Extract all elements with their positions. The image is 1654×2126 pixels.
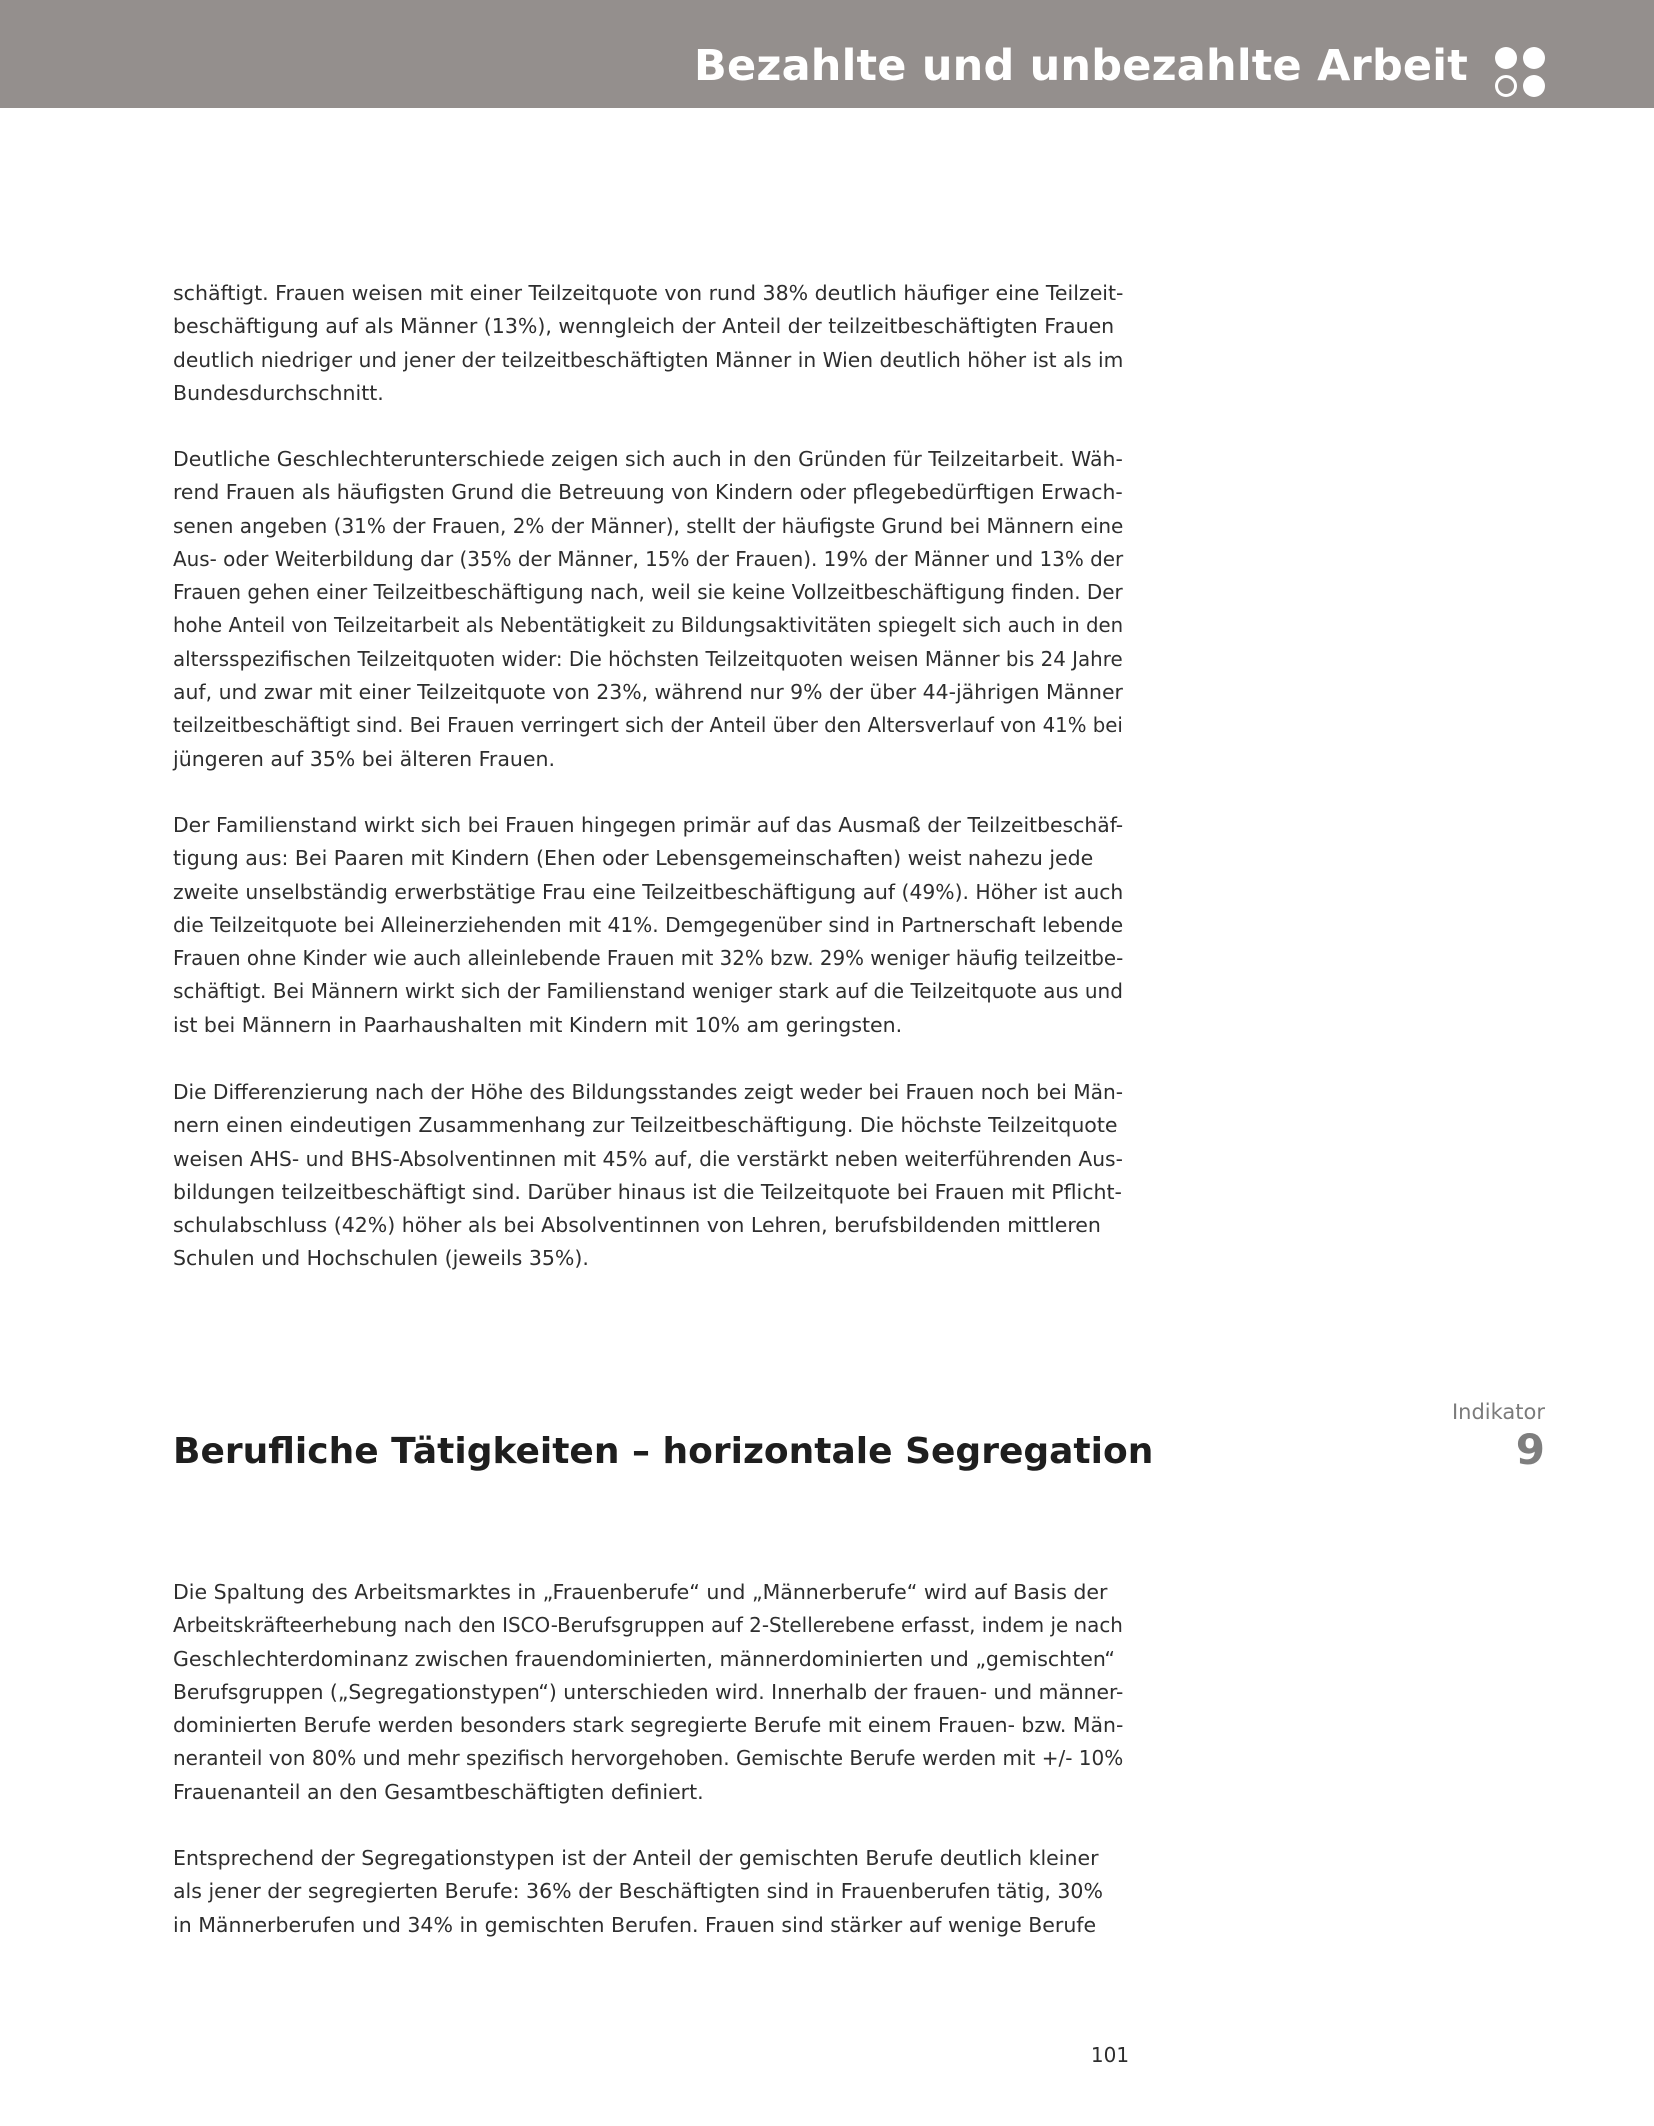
text-line: schäftigt. Frauen weisen mit einer Teilzeitquote von rund 38% deutlich häufiger eine Teilzeit- <box>173 281 1124 305</box>
body-paragraph-1 <box>173 277 1123 410</box>
text-line: teilzeitbeschäftigt sind. Bei Frauen verringert sich der Anteil über den Altersverlauf von 41% bei <box>173 713 1123 738</box>
text-line: in Männerberufen und 34% in gemischten Berufen. Frauen sind stärker auf wenige Berufe <box>173 1912 1097 1937</box>
body-paragraph-2 <box>173 443 1123 776</box>
text-line: weisen AHS- und BHS-Absolventinnen mit 45% auf, die verstärkt neben weiterführenden Aus- <box>173 1146 1123 1171</box>
body-paragraph-3 <box>173 809 1123 1042</box>
text-line: Aus- oder Weiterbildung dar (35% der Männer, 15% der Frauen). 19% der Männer und 13% der <box>173 546 1124 571</box>
text-line: Schulen und Hochschulen (jeweils 35%). <box>173 1246 589 1271</box>
text-line: Geschlechterdominanz zwischen frauendominierten, männerdominierten und „gemischten“ <box>173 1646 1115 1671</box>
text-line: Frauen gehen einer Teilzeitbeschäftigung nach, weil sie keine Vollzeitbeschäftigung finden. Der <box>173 580 1123 605</box>
page-number: 101 <box>1090 2043 1130 2067</box>
section-paragraph-2 <box>173 1842 1123 1942</box>
text-line: als jener der segregierten Berufe: 36% der Beschäftigten sind in Frauenberufen tätig, 30% <box>173 1879 1103 1904</box>
body-paragraph-4 <box>173 1076 1123 1276</box>
text-line: Die Spaltung des Arbeitsmarktes in „Frauenberufe“ und „Männerberufe“ wird auf Basis der <box>173 1580 1108 1604</box>
text-line: auf, und zwar mit einer Teilzeitquote von 23%, während nur 9% der über 44-jährigen Männer <box>173 680 1123 705</box>
text-line: rend Frauen als häufigsten Grund die Betreuung von Kindern oder pflegebedürftigen Erwach- <box>173 480 1123 505</box>
text-line: bildungen teilzeitbeschäftigt sind. Darüber hinaus ist die Teilzeitquote bei Frauen mit Pflicht- <box>173 1179 1122 1204</box>
text-line: Die Differenzierung nach der Höhe des Bildungsstandes zeigt weder bei Frauen noch bei Män- <box>173 1080 1124 1104</box>
text-line: beschäftigung auf als Männer (13%), wenngleich der Anteil der teilzeitbeschäftigten Frauen <box>173 314 1115 339</box>
text-line: zweite unselbständig erwerbstätige Frau eine Teilzeitbeschäftigung auf (49%). Höher ist auch <box>173 879 1124 904</box>
text-line: Bundesdurchschnitt. <box>173 380 384 405</box>
text-line: Frauenanteil an den Gesamtbeschäftigten definiert. <box>173 1779 704 1804</box>
four-circles-icon <box>1494 46 1546 98</box>
section-title: Berufliche Tätigkeiten – horizontale Segregation <box>173 1431 1154 1472</box>
text-line: ist bei Männern in Paarhaushalten mit Kindern mit 10% am geringsten. <box>173 1012 903 1037</box>
text-line: Berufsgruppen („Segregationstypen“) unterschieden wird. Innerhalb der frauen- und männer- <box>173 1679 1124 1704</box>
text-line: Arbeitskräfteerhebung nach den ISCO-Berufsgruppen auf 2-Stellerebene erfasst, indem je nach <box>173 1613 1123 1638</box>
text-line: dominierten Berufe werden besonders stark segregierte Berufe mit einem Frauen- bzw. Män- <box>173 1713 1124 1738</box>
text-line: nern einen eindeutigen Zusammenhang zur Teilzeitbeschäftigung. Die höchste Teilzeitquote <box>173 1113 1118 1138</box>
text-line: die Teilzeitquote bei Alleinerziehenden mit 41%. Demgegenüber sind in Partnerschaft lebende <box>173 912 1124 937</box>
header-bar <box>0 0 1654 108</box>
text-line: altersspezifischen Teilzeitquoten wider: Die höchsten Teilzeitquoten weisen Männer bis 24 Jahre <box>173 646 1123 671</box>
text-line: neranteil von 80% und mehr spezifisch hervorgehoben. Gemischte Berufe werden mit +/- 10% <box>173 1746 1124 1771</box>
text-line: jüngeren auf 35% bei älteren Frauen. <box>173 746 556 771</box>
indikator-label: Indikator <box>1451 1400 1545 1424</box>
text-line: deutlich niedriger und jener der teilzeitbeschäftigten Männer in Wien deutlich höher ist als im <box>173 347 1124 372</box>
text-line: senen angeben (31% der Frauen, 2% der Männer), stellt der häufigste Grund bei Männern eine <box>173 513 1124 538</box>
text-line: Frauen ohne Kinder wie auch alleinlebende Frauen mit 32% bzw. 29% weniger häufig teilzeitbe- <box>173 946 1124 971</box>
text-line: schäftigt. Bei Männern wirkt sich der Familienstand weniger stark auf die Teilzeitquote aus und <box>173 979 1123 1004</box>
text-line: Deutliche Geschlechterunterschiede zeigen sich auch in den Gründen für Teilzeitarbeit. Wäh- <box>173 447 1123 471</box>
text-line: schulabschluss (42%) höher als bei Absolventinnen von Lehren, berufsbildenden mittleren <box>173 1213 1101 1238</box>
indikator-number: 9 <box>1515 1425 1545 1474</box>
text-line: tigung aus: Bei Paaren mit Kindern (Ehen oder Lebensgemeinschaften) weist nahezu jede <box>173 846 1094 871</box>
text-line: Entsprechend der Segregationstypen ist der Anteil der gemischten Berufe deutlich kleiner <box>173 1846 1099 1870</box>
text-line: Der Familienstand wirkt sich bei Frauen hingegen primär auf das Ausmaß der Teilzeitbeschäf- <box>173 813 1124 837</box>
chapter-title: Bezahlte und unbezahlte Arbeit <box>694 41 1468 91</box>
text-line: hohe Anteil von Teilzeitarbeit als Nebentätigkeit zu Bildungsaktivitäten spiegelt sich auch in den <box>173 613 1124 638</box>
section-paragraph-1 <box>173 1576 1123 1809</box>
